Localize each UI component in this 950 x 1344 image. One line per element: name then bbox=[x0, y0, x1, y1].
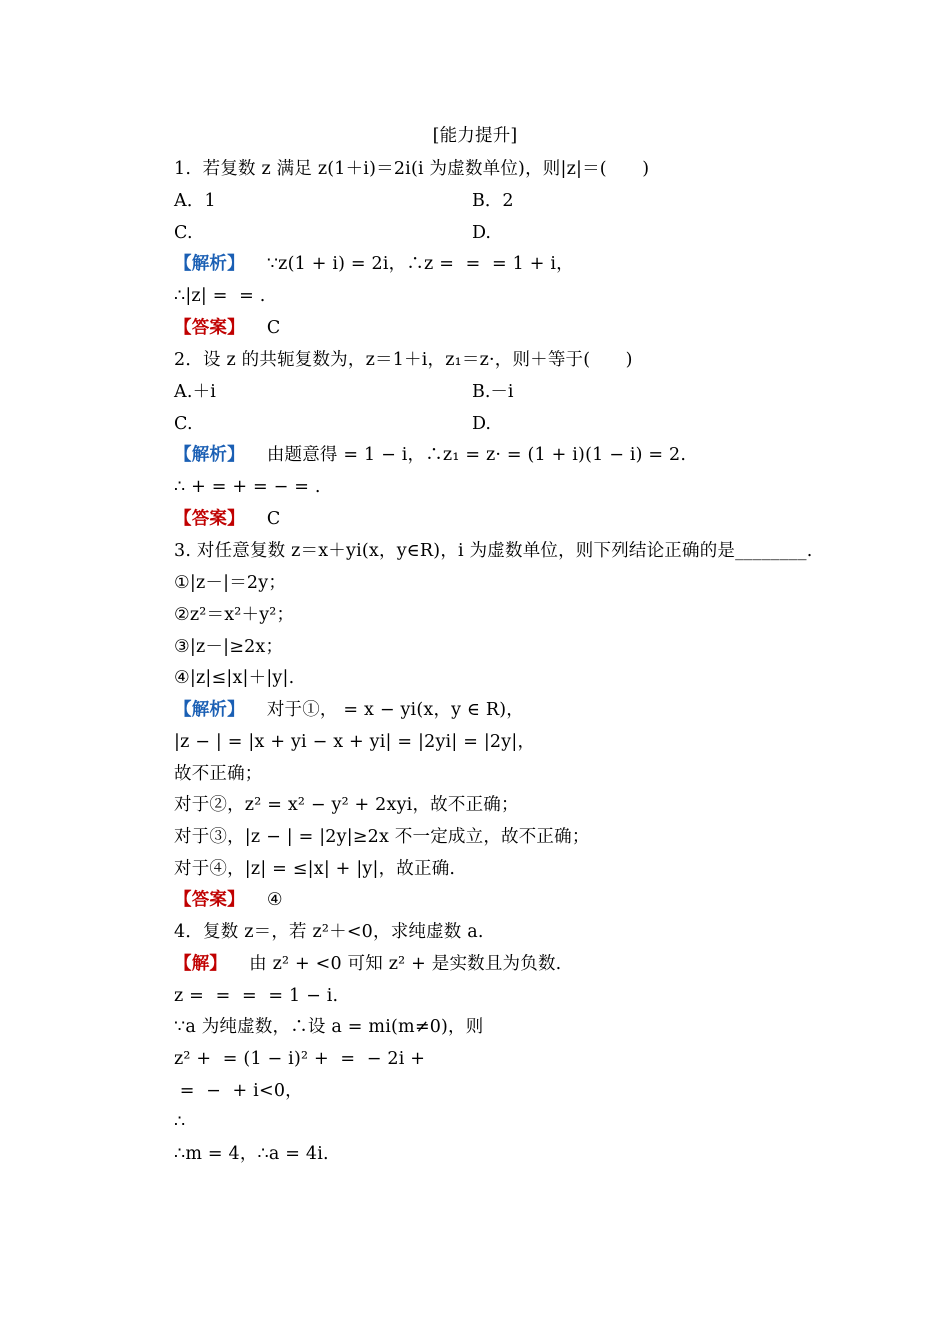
section-title: [能力提升] bbox=[432, 126, 518, 146]
q4-solution-line: 由 z² + <0 可知 z² + 是实数且为负数. bbox=[249, 954, 562, 974]
q1-option-c: C. bbox=[174, 223, 193, 243]
q4-solution-line: ∵a 为纯虚数，∴设 a = mi(m≠0)，则 bbox=[174, 1017, 484, 1037]
q4-solution bbox=[174, 952, 561, 976]
q2-analysis bbox=[174, 443, 686, 467]
q3-analysis-tag: 【解析】 bbox=[174, 700, 245, 720]
q1-answer-tag: 【答案】 bbox=[174, 318, 245, 338]
q3-item: ④|z|≤|x|＋|y|. bbox=[174, 668, 295, 688]
q3-analysis-line: 对于④，|z| = ≤|x| + |y|，故正确. bbox=[174, 859, 456, 879]
q1-analysis-line: ∴|z| = = . bbox=[174, 286, 266, 306]
q4-solution-line: = − + i<0， bbox=[174, 1081, 303, 1101]
q3-analysis bbox=[174, 698, 524, 722]
q3-analysis-line: 对于②，z² = x² − y² + 2xyi，故不正确； bbox=[174, 795, 519, 815]
q2-answer-tag: 【答案】 bbox=[174, 509, 245, 529]
q2-analysis-line: 由题意得 = 1 − i，∴z₁ = z· = (1 + i)(1 − i) = 2. bbox=[266, 445, 687, 465]
q1-stem: 1. 若复数 z 满足 z(1＋i)＝2i(i 为虚数单位)，则|z|＝( ) bbox=[174, 159, 650, 179]
q3-answer bbox=[174, 888, 283, 912]
q4-solution-tag: 【解】 bbox=[174, 954, 228, 974]
q4-solution-line: z = = = = 1 − i. bbox=[174, 986, 339, 1006]
q4-stem: 4．复数 z＝，若 z²＋<0，求纯虚数 a. bbox=[174, 922, 484, 942]
q4-solution-line: z² + = (1 − i)² + = − 2i + bbox=[174, 1049, 431, 1069]
q3-analysis-line: 故不正确； bbox=[174, 764, 263, 784]
q3-analysis-line: 对于③，|z − | = |2y|≥2x 不一定成立，故不正确； bbox=[174, 827, 590, 847]
q3-item: ③|z－|≥2x； bbox=[174, 637, 284, 657]
q2-analysis-line: ∴ + = + = − = . bbox=[174, 477, 321, 497]
q4-solution-line: ∴ bbox=[174, 1112, 186, 1132]
q1-option-d: D. bbox=[472, 223, 491, 243]
q2-option-d: D. bbox=[472, 414, 491, 434]
q3-stem: 3. 对任意复数 z＝x＋yi(x，y∈R)，i 为虚数单位，则下列结论正确的是________. bbox=[174, 541, 813, 561]
q1-analysis bbox=[174, 252, 574, 276]
q2-option-c: C. bbox=[174, 414, 193, 434]
q1-option-a: A．1 bbox=[174, 191, 216, 211]
q1-answer-value: C bbox=[266, 318, 281, 338]
q2-answer-value: C bbox=[266, 509, 281, 529]
q2-answer bbox=[174, 507, 280, 531]
q1-analysis-tag: 【解析】 bbox=[174, 254, 245, 274]
q3-analysis-line: |z − | = |x + yi − x + yi| = |2yi| = |2y|， bbox=[174, 732, 536, 752]
q2-option-a: A.＋i bbox=[174, 382, 217, 402]
q2-analysis-tag: 【解析】 bbox=[174, 445, 245, 465]
q3-answer-tag: 【答案】 bbox=[174, 890, 245, 910]
q3-answer-value: ④ bbox=[266, 890, 283, 910]
q1-option-b: B．2 bbox=[472, 191, 514, 211]
q3-analysis-line: 对于①， = x − yi(x，y ∈ R)， bbox=[266, 700, 525, 720]
q1-answer bbox=[174, 316, 280, 340]
q2-stem: 2．设 z 的共轭复数为，z＝1＋i，z₁＝z·，则＋等于( ) bbox=[174, 350, 633, 370]
q1-analysis-line: ∵z(1 + i) = 2i，∴z = = = 1 + i， bbox=[266, 254, 574, 274]
q3-item: ②z²＝x²＋y²； bbox=[174, 605, 295, 625]
q2-option-b: B.－i bbox=[472, 382, 514, 402]
q4-solution-line: ∴m = 4，∴a = 4i. bbox=[174, 1144, 329, 1164]
q3-item: ①|z－|＝2y； bbox=[174, 573, 287, 593]
